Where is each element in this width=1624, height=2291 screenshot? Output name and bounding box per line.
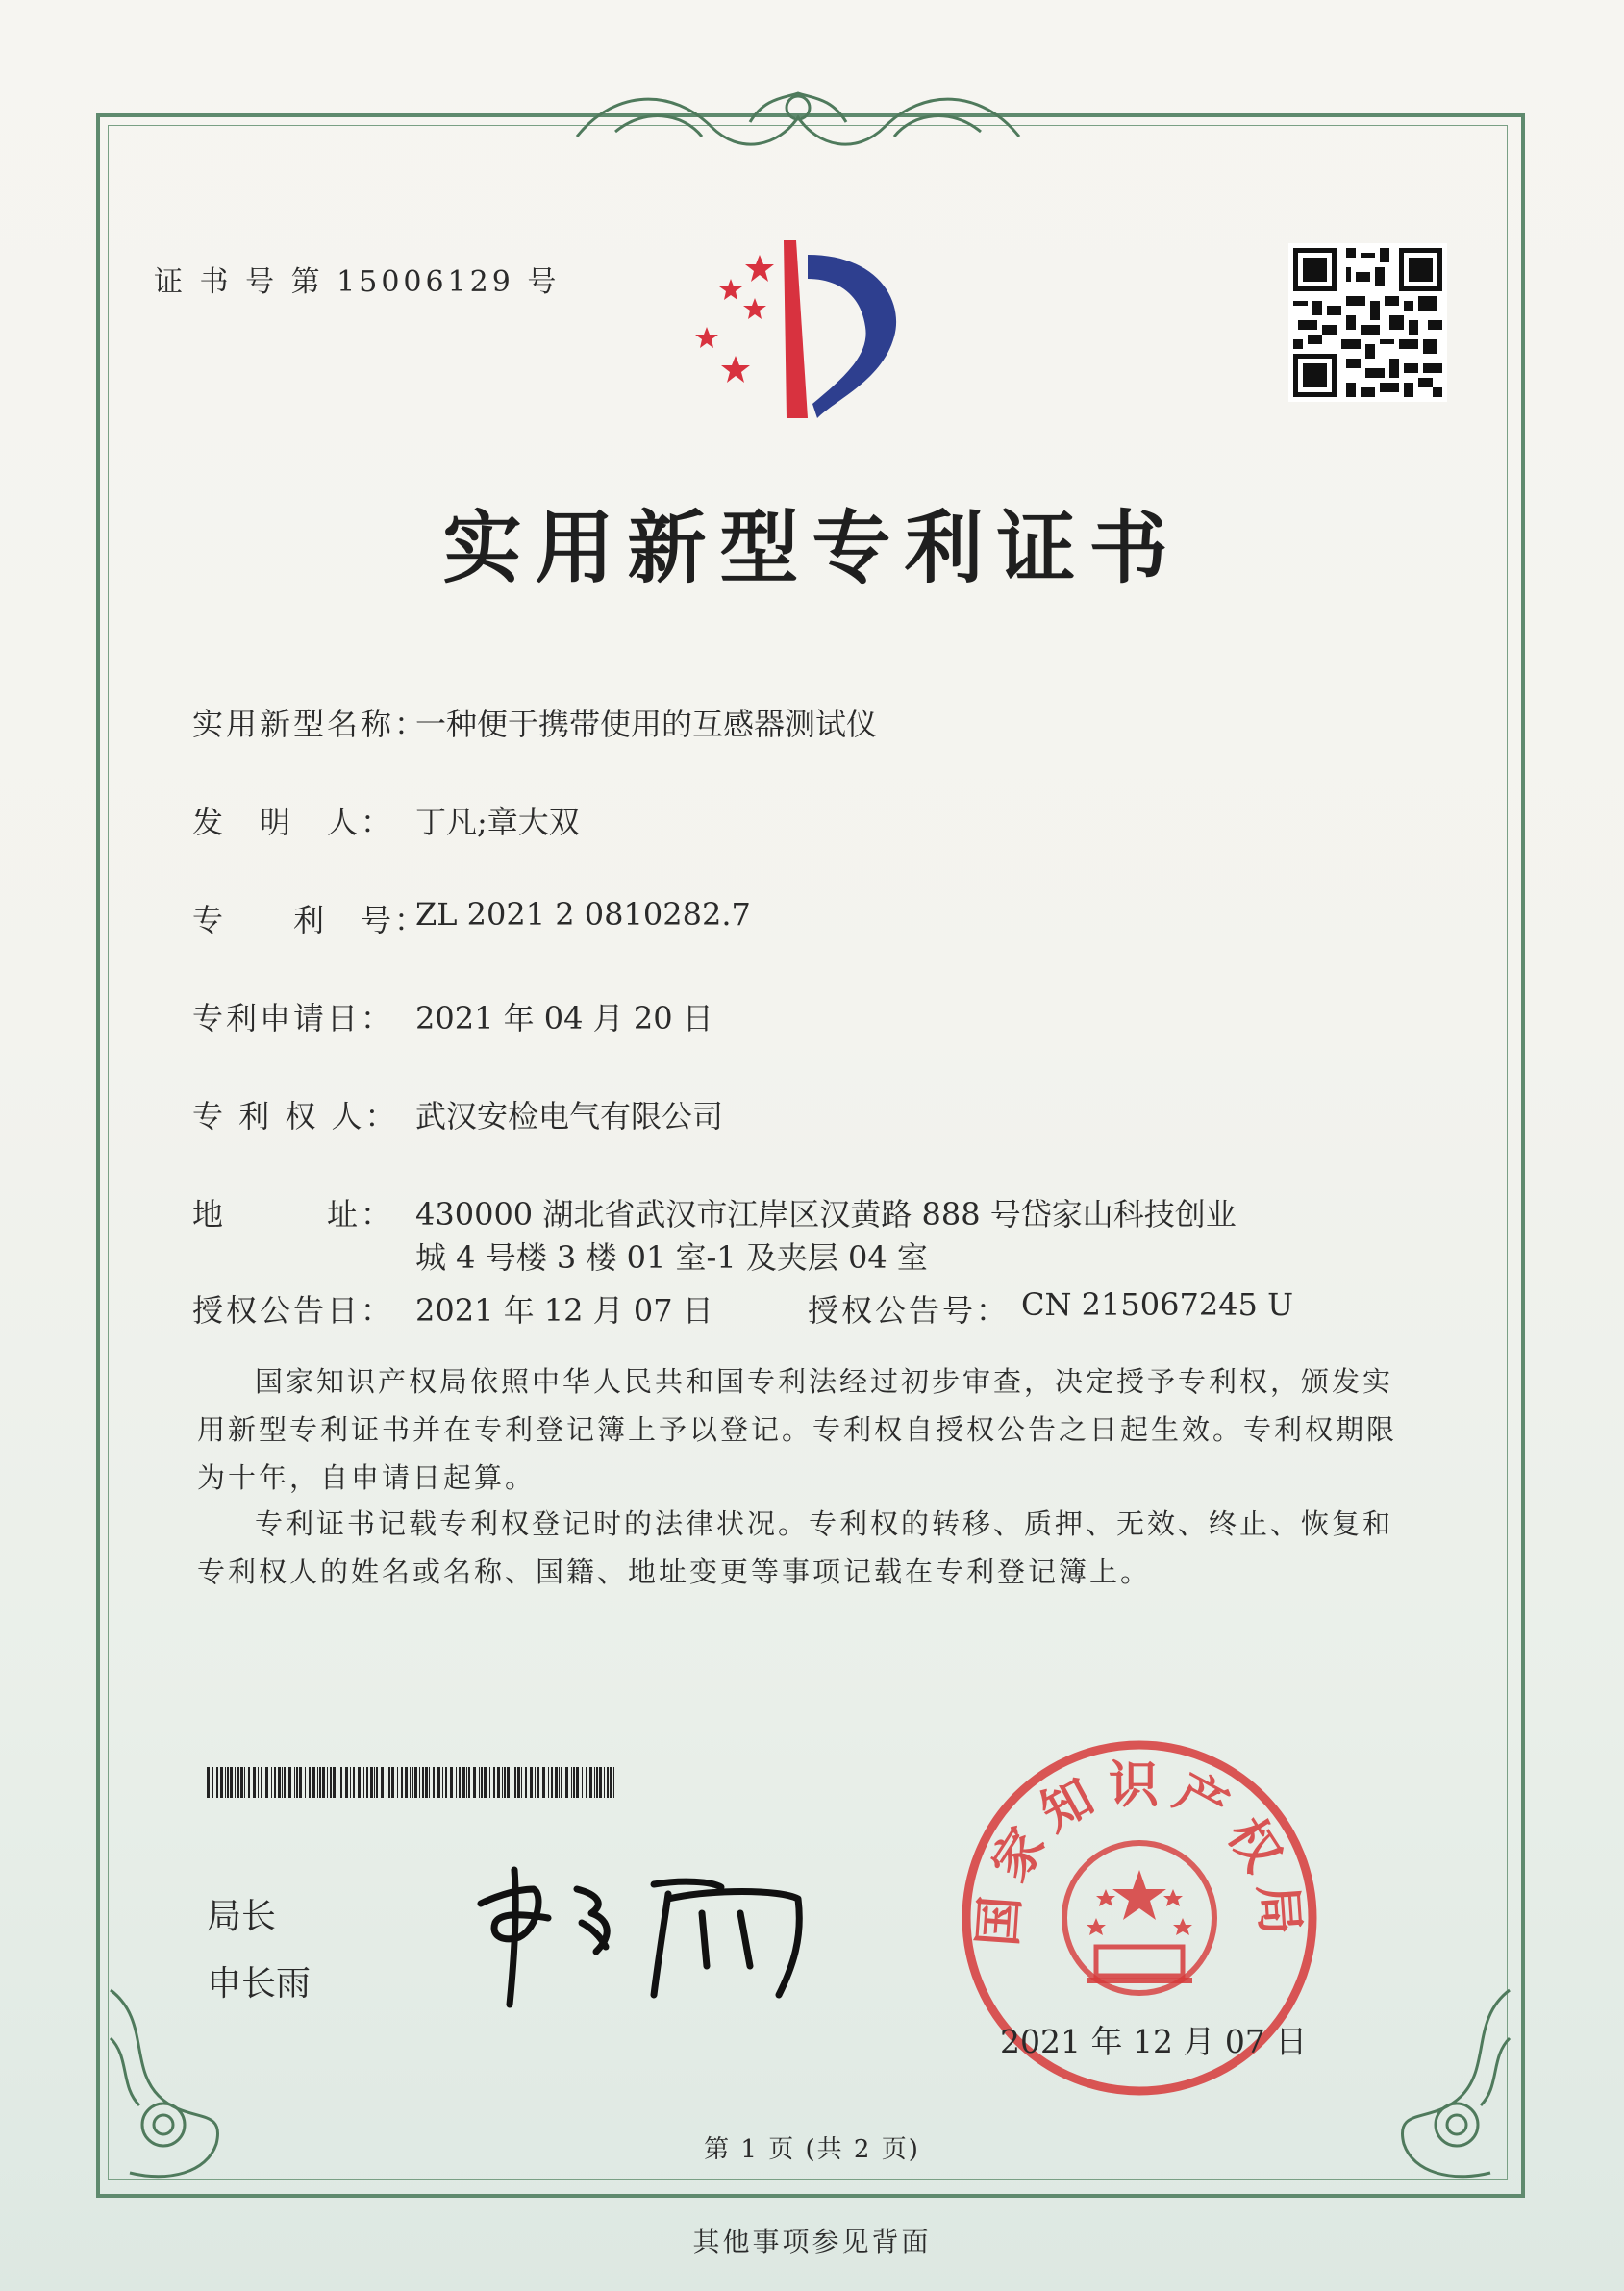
legal-paragraph-1-text: 国家知识产权局依照中华人民共和国专利法经过初步审查，决定授予专利权，颁发实用新型专利证书并在专利登记簿上予以登记。专利权自授权公告之日起生效。专利权期限为十年，自申请日起算。	[197, 1365, 1398, 1494]
patentee-label: 专 利 权 人：	[192, 1098, 399, 1134]
grant-date-value: 2021 年 12 月 07 日	[415, 1292, 713, 1329]
legal-paragraph-2-text: 专利证书记载专利权登记时的法律状况。专利权的转移、质押、无效、终止、恢复和专利权人的姓名或名称、国籍、地址变更等事项记载在专利登记簿上。	[197, 1507, 1394, 1588]
signatory-title: 局长	[207, 1897, 277, 1936]
patent-number-value: ZL 2021 2 0810282.7	[415, 896, 751, 933]
name-label: 实用新型名称：	[192, 706, 429, 742]
patent-number-label: 专 利 号：	[192, 902, 429, 938]
cnipa-logo-icon	[673, 236, 933, 428]
top-ornament-icon	[558, 79, 1038, 165]
legal-paragraph-1	[197, 1357, 1418, 1502]
signature-icon	[462, 1860, 827, 2014]
signatory-name: 申长雨	[207, 1964, 312, 2004]
seal-date: 2021 年 12 月 07 日	[1000, 2023, 1308, 2060]
address-line-2: 城 4 号楼 3 楼 01 室-1 及夹层 04 室	[415, 1239, 928, 1276]
page-number: 第 1 页 (共 2 页)	[704, 2135, 920, 2164]
seal-text: 国家知识产权局	[969, 1756, 1310, 1949]
filing-date-label: 专利申请日：	[192, 1000, 395, 1036]
svg-text:国家知识产权局	[969, 1756, 1310, 1948]
grant-number-value: CN 215067245 U	[1021, 1286, 1294, 1323]
qr-code-icon	[1288, 243, 1447, 402]
filing-date-value: 2021 年 04 月 20 日	[415, 1000, 713, 1036]
address-label: 地 址：	[192, 1196, 395, 1233]
grant-date-label: 授权公告日：	[192, 1292, 395, 1329]
certificate-number: 证 书 号 第 15006129 号	[154, 265, 561, 299]
inventor-value: 丁凡;章大双	[415, 804, 580, 840]
address-line-1: 430000 湖北省武汉市江岸区汉黄路 888 号岱家山科技创业	[415, 1196, 1237, 1233]
name-value: 一种便于携带使用的互感器测试仪	[415, 706, 878, 742]
inventor-label: 发 明 人：	[192, 804, 395, 840]
certificate-title: 实用新型专利证书	[442, 503, 1182, 594]
barcode-icon	[207, 1767, 615, 1798]
patentee-value: 武汉安检电气有限公司	[415, 1098, 724, 1134]
grant-number-label: 授权公告号：	[808, 1292, 1011, 1329]
legal-paragraph-2	[197, 1500, 1418, 1596]
back-note: 其他事项参见背面	[692, 2226, 932, 2257]
